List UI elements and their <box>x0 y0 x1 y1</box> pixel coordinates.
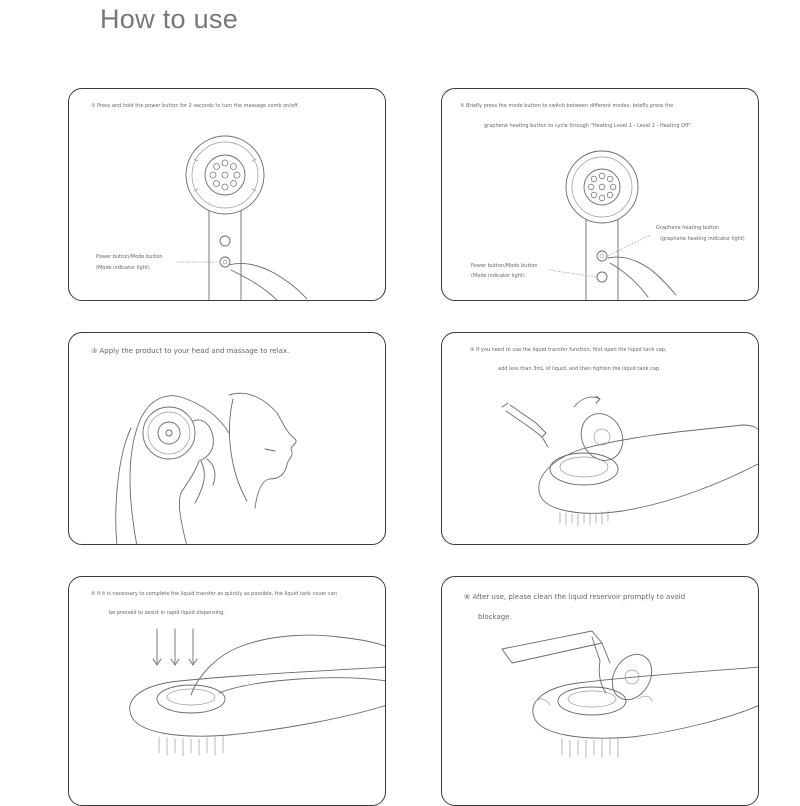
step-5-caption-line-2: be pressed to assist in rapid liquid dispensing. <box>109 610 225 616</box>
step-3-caption: ③ Apply the product to your head and massage to relax. <box>91 347 290 355</box>
graphene-indicator-label: (graphene heating indicator light) <box>660 236 745 242</box>
press-cap-illustration <box>69 577 386 806</box>
step-5-caption-line-1: ⑤ If it is necessary to complete the liquid transfer as quickly as possible, the liquid tank cover can <box>91 591 338 597</box>
page-title: How to use <box>100 4 239 34</box>
step-1-caption: ① Press and hold the power button for 2 seconds to turn the massage comb on/off. <box>91 103 300 109</box>
step-4-panel <box>441 332 759 545</box>
step-2-caption-line-2: graphene heating button to cycle through "Heating Level 1 - Level 2 - Heating Off". <box>484 123 693 129</box>
step-6-caption-line-2: blockage. <box>478 613 512 621</box>
step-5-panel <box>68 576 386 806</box>
step-2-panel <box>441 88 759 301</box>
graphene-button-label: Graphene heating button <box>656 225 720 231</box>
power-button-label: Power button/Mode button <box>471 263 538 269</box>
step-2-caption-line-1: ② Briefly press the mode button to switch between different modes; briefly press the <box>460 103 674 109</box>
head-massage-illustration <box>69 333 386 545</box>
power-button-label: Power button/Mode button <box>96 254 163 260</box>
step-6-caption-line-1: ⑥ After use, please clean the liquid reservoir promptly to avoid <box>464 593 686 601</box>
clean-reservoir-illustration <box>442 577 759 806</box>
mode-indicator-label: (Mode indicator light) <box>96 265 150 271</box>
step-4-caption-line-2: add less than 3mL of liquid, and then tighten the liquid tank cap. <box>498 366 661 372</box>
step-1-panel <box>68 88 386 301</box>
step-3-panel <box>68 332 386 545</box>
comb-front-buttons-illustration <box>442 89 759 301</box>
mode-indicator-label: (Mode indicator light) <box>471 273 525 279</box>
fill-liquid-illustration <box>442 333 759 545</box>
step-6-panel <box>441 576 759 806</box>
step-4-caption-line-1: ④ If you need to use the liquid transfer function, first open the liquid tank cap, <box>470 347 667 353</box>
